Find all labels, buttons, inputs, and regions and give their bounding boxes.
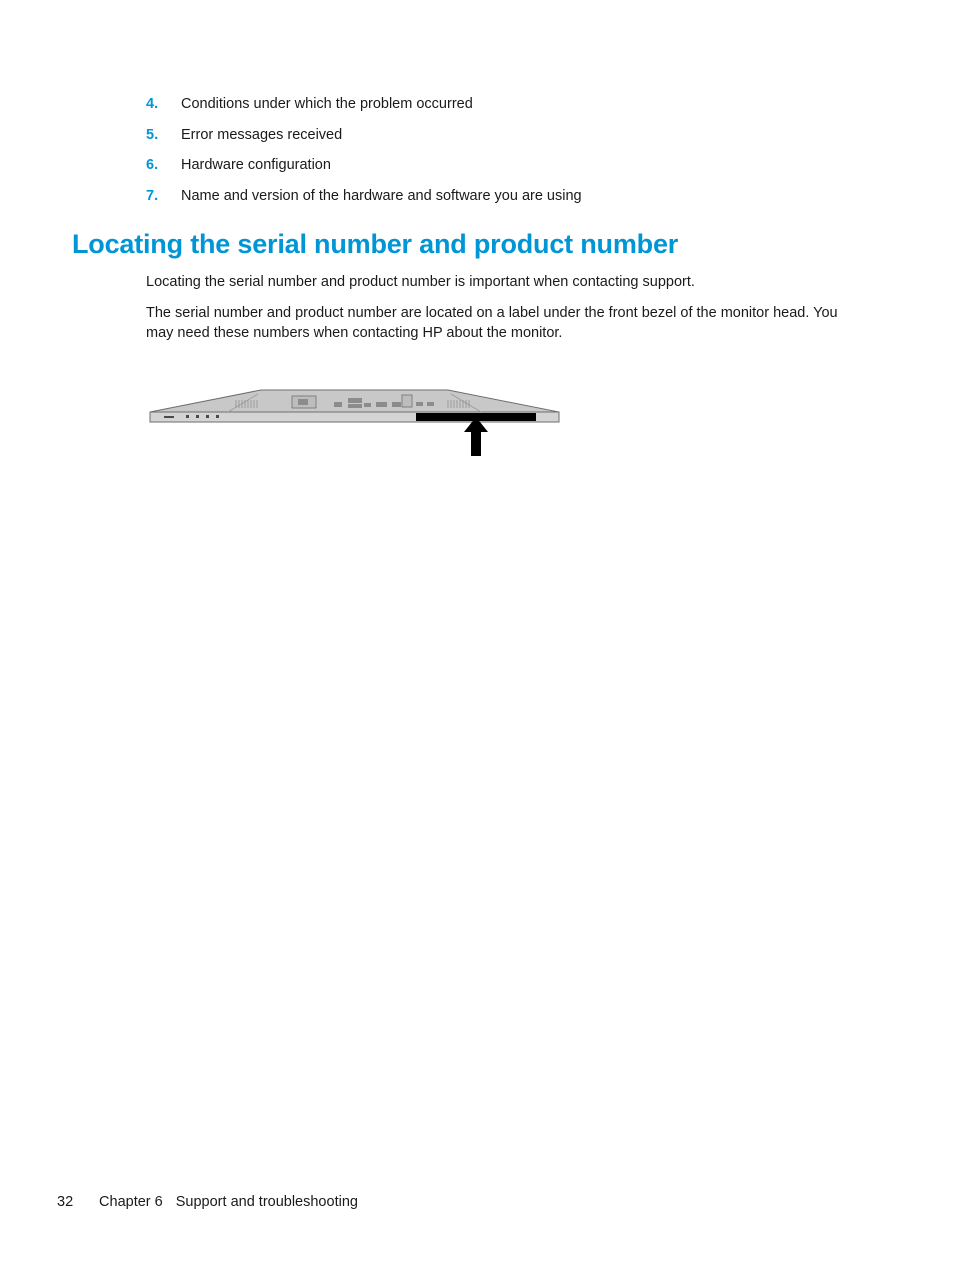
footer-chapter: Chapter 6 <box>99 1194 163 1210</box>
list-text: Name and version of the hardware and software you are using <box>181 188 582 205</box>
control-button-icon <box>206 415 209 418</box>
list-text: Error messages received <box>181 126 343 143</box>
page-number: 32 <box>57 1194 74 1210</box>
menu-button-icon <box>186 415 189 418</box>
port-icon <box>334 402 342 407</box>
monitor-bottom-illustration <box>148 386 562 460</box>
power-button-icon <box>164 416 174 418</box>
intro-paragraph: Locating the serial number and product number is important when contacting support. <box>146 274 695 290</box>
port-icon <box>416 402 423 406</box>
security-lock-slot-icon <box>402 395 412 407</box>
port-icon <box>427 402 434 406</box>
control-button-icon <box>216 415 219 418</box>
section-heading: Locating the serial number and product number <box>72 229 679 259</box>
page-footer <box>57 1193 358 1212</box>
list-text: Hardware configuration <box>181 157 331 174</box>
port-icon <box>348 404 362 408</box>
hdmi-port-icon <box>348 398 362 403</box>
port-icon <box>364 403 371 407</box>
list-item <box>146 125 582 156</box>
footer-chapter-title: Support and troubleshooting <box>175 1194 358 1210</box>
list-number: 4. <box>146 96 159 112</box>
arrow-up-icon <box>464 417 488 456</box>
list-number: 7. <box>146 188 159 205</box>
list-text: Conditions under which the problem occurred <box>181 96 473 112</box>
list-number: 5. <box>146 126 159 143</box>
list-item <box>146 94 582 125</box>
displayport-icon <box>376 402 387 407</box>
usb-port-icon <box>392 402 401 407</box>
numbered-list <box>146 94 582 217</box>
control-button-icon <box>196 415 199 418</box>
monitor-bottom-svg <box>148 386 562 460</box>
list-item <box>146 155 582 186</box>
location-paragraph: The serial number and product number are located on a label under the front bezel of the monitor head. You may need these numbers when contacting HP about the monitor. <box>146 305 838 341</box>
list-item <box>146 186 582 217</box>
list-number: 6. <box>146 157 159 174</box>
